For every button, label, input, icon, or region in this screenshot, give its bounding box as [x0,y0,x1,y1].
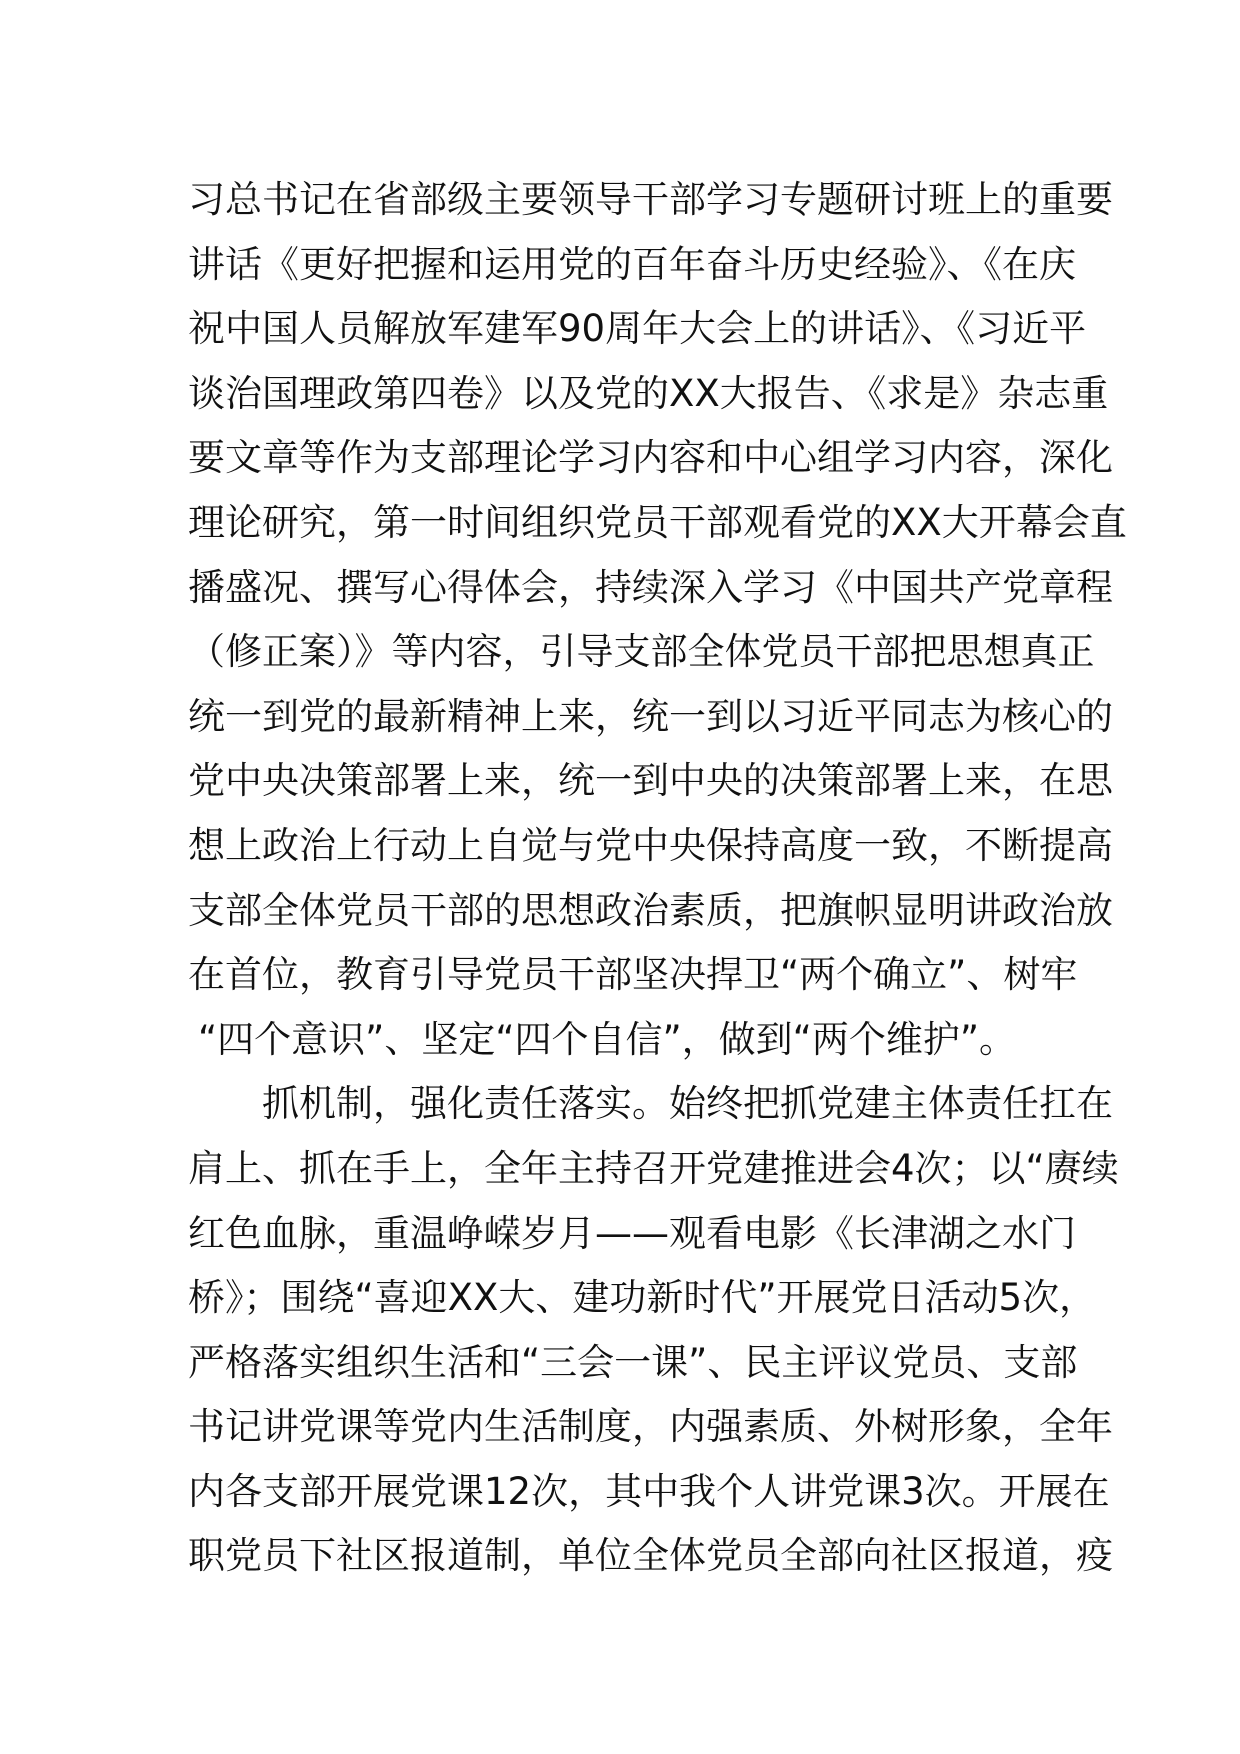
text-line: 桥》；围绕“喜迎XX大、建功新时代”开展党日活动5次， [188,1276,1097,1320]
text-line: 祝中国人员解放军建军90周年大会上的讲话》、《习近平 [188,307,1087,351]
text-line: 职党员下社区报道制，单位全体党员全部向社区报道，疫 [188,1534,1113,1578]
paragraph-end-line: “四个意识”、坚定“四个自信”，做到“两个维护”。 [198,1017,1017,1061]
text-line: 播盛况、撰写心得体会，持续深入学习《中国共产党章程 [188,565,1113,609]
text-line: 习总书记在省部级主要领导干部学习专题研讨班上的重要 [188,178,1113,221]
text-line: 内各支部开展党课12次，其中我个人讲党课3次。开展在 [188,1469,1110,1513]
text-line: 谈治国理政第四卷》以及党的XX大报告、《求是》杂志重 [188,371,1109,415]
text-line: 在首位，教育引导党员干部坚决捍卫“两个确立”、树牢 [188,953,1078,997]
text-line: 支部全体党员干部的思想政治素质，把旗帜显明讲政治放 [188,888,1113,932]
text-line: 要文章等作为支部理论学习内容和中心组学习内容，深化 [188,436,1113,480]
text-line: 肩上、抓在手上，全年主持召开党建推进会4次；以“赓续 [188,1146,1119,1190]
text-line: 想上政治上行动上自觉与党中央保持高度一致，不断提高 [188,823,1113,867]
text-line: 红色血脉，重温峥嵘岁月——观看电影《长津湖之水门 [188,1211,1076,1255]
text-line: （修正案）》等内容，引导支部全体党员干部把思想真正 [188,630,1095,674]
body-text [188,168,1127,1589]
text-line: 严格落实组织生活和“三会一课”、民主评议党员、支部 [188,1340,1078,1384]
text-line: 党中央决策部署上来，统一到中央的决策部署上来，在思 [188,759,1113,803]
text-line: 理论研究，第一时间组织党员干部观看党的XX大开幕会直 [188,500,1127,544]
text-line: 书记讲党课等党内生活制度，内强素质、外树形象，全年 [188,1405,1113,1449]
text-line: 统一到党的最新精神上来，统一到以习近平同志为核心的 [188,694,1113,738]
text-line: 讲话《更好把握和运用党的百年奋斗历史经验》、《在庆 [188,242,1076,286]
paragraph-first-line: 抓机制，强化责任落实。始终把抓党建主体责任扛在 [262,1082,1113,1126]
